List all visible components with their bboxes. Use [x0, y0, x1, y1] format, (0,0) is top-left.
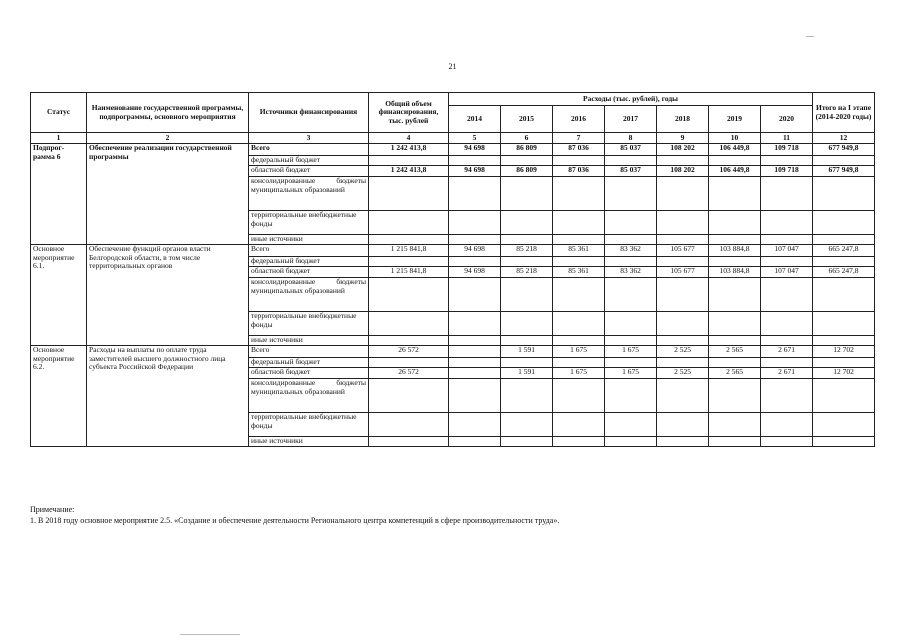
stage-total-cell: 12 702 — [813, 368, 875, 379]
year-value-cell: 94 698 — [449, 144, 501, 156]
year-value-cell — [449, 235, 501, 245]
year-value-cell — [657, 177, 709, 211]
source-cell: иные источники — [249, 235, 369, 245]
total-cell: 1 215 841,8 — [369, 245, 449, 257]
year-value-cell — [553, 336, 605, 346]
year-value-cell — [657, 156, 709, 166]
year-value-cell — [449, 437, 501, 447]
year-value-cell — [553, 437, 605, 447]
year-value-cell — [657, 336, 709, 346]
stage-total-cell: 677 949,8 — [813, 144, 875, 156]
year-value-cell: 87 036 — [553, 166, 605, 177]
year-value-cell — [761, 358, 813, 368]
financing-table — [30, 92, 875, 447]
year-value-cell: 94 698 — [449, 267, 501, 278]
year-value-cell — [449, 358, 501, 368]
year-value-cell: 85 037 — [605, 144, 657, 156]
year-value-cell: 83 362 — [605, 267, 657, 278]
year-value-cell — [553, 413, 605, 437]
year-value-cell: 86 809 — [501, 166, 553, 177]
year-value-cell: 2 525 — [657, 346, 709, 358]
year-value-cell — [709, 437, 761, 447]
column-number: 5 — [449, 133, 501, 144]
source-cell: федеральный бюджет — [249, 156, 369, 166]
year-value-cell — [761, 156, 813, 166]
header-name: Наименование государственной программы, подпрограммы, основного мероприятия — [87, 93, 249, 133]
source-cell: иные источники — [249, 336, 369, 346]
column-number: 8 — [605, 133, 657, 144]
year-value-cell: 2 671 — [761, 346, 813, 358]
status-cell: Основное мероприятие 6.2. — [31, 346, 87, 447]
column-number: 1 — [31, 133, 87, 144]
year-value-cell: 106 449,8 — [709, 144, 761, 156]
year-value-cell: 85 037 — [605, 166, 657, 177]
year-value-cell — [657, 278, 709, 312]
source-cell: территориальные внебюджетные фонды — [249, 312, 369, 336]
note-title: Примечание: — [30, 505, 75, 514]
stage-total-cell — [813, 156, 875, 166]
year-value-cell — [657, 413, 709, 437]
year-value-cell — [605, 312, 657, 336]
year-value-cell — [605, 358, 657, 368]
year-value-cell — [449, 346, 501, 358]
year-value-cell — [761, 312, 813, 336]
column-number: 4 — [369, 133, 449, 144]
year-value-cell: 105 677 — [657, 267, 709, 278]
year-value-cell — [449, 312, 501, 336]
stage-total-cell: 665 247,8 — [813, 267, 875, 278]
note — [30, 504, 559, 526]
year-value-cell: 107 047 — [761, 245, 813, 257]
year-value-cell — [657, 379, 709, 413]
year-value-cell — [761, 379, 813, 413]
year-value-cell: 2 565 — [709, 368, 761, 379]
year-value-cell: 85 361 — [553, 267, 605, 278]
source-cell: областной бюджет — [249, 368, 369, 379]
header-year: 2016 — [553, 106, 605, 133]
column-number: 9 — [657, 133, 709, 144]
total-cell: 1 242 413,8 — [369, 166, 449, 177]
stage-total-cell — [813, 358, 875, 368]
source-cell: иные источники — [249, 437, 369, 447]
source-cell: территориальные внебюджетные фонды — [249, 413, 369, 437]
source-cell: консолидированные бюджеты муниципальных образований — [249, 177, 369, 211]
year-value-cell — [657, 257, 709, 267]
year-value-cell: 108 202 — [657, 144, 709, 156]
year-value-cell: 103 884,8 — [709, 267, 761, 278]
total-cell — [369, 278, 449, 312]
year-value-cell — [501, 413, 553, 437]
program-name-cell: Обеспечение реализации государственной программы — [87, 144, 249, 245]
year-value-cell: 106 449,8 — [709, 166, 761, 177]
stage-total-cell: 665 247,8 — [813, 245, 875, 257]
year-value-cell — [501, 312, 553, 336]
year-value-cell: 1 675 — [553, 368, 605, 379]
year-value-cell — [605, 336, 657, 346]
year-value-cell: 86 809 — [501, 144, 553, 156]
year-value-cell — [761, 177, 813, 211]
year-value-cell — [449, 336, 501, 346]
source-cell: консолидированные бюджеты муниципальных образований — [249, 379, 369, 413]
header-expenses: Расходы (тыс. рублей), годы — [449, 93, 813, 106]
year-value-cell — [553, 358, 605, 368]
year-value-cell: 1 591 — [501, 346, 553, 358]
year-value-cell — [501, 156, 553, 166]
note-text: 1. В 2018 году основное мероприятие 2.5. «Создание и обеспечение деятельности Регионального центра компетенций в сфере производительности труда». — [30, 516, 560, 526]
page-number: 21 — [448, 62, 457, 71]
source-cell: территориальные внебюджетные фонды — [249, 211, 369, 235]
year-value-cell — [657, 358, 709, 368]
year-value-cell — [709, 257, 761, 267]
table-row — [31, 144, 875, 156]
header-source: Источники финансирования — [249, 93, 369, 133]
year-value-cell — [605, 211, 657, 235]
total-cell: 26 572 — [369, 346, 449, 358]
year-value-cell — [709, 379, 761, 413]
year-value-cell — [709, 177, 761, 211]
scan-mark — [180, 634, 240, 635]
year-value-cell: 108 202 — [657, 166, 709, 177]
header-year: 2017 — [605, 106, 657, 133]
status-cell: Подпрог-рамма 6 — [31, 144, 87, 245]
source-cell: федеральный бюджет — [249, 257, 369, 267]
program-name-cell: Расходы на выплаты по оплате труда заместителей высшего должностного лица субъекта Российской Федерации — [87, 346, 249, 447]
year-value-cell: 109 718 — [761, 166, 813, 177]
total-cell — [369, 358, 449, 368]
column-number: 6 — [501, 133, 553, 144]
stage-total-cell: 12 702 — [813, 346, 875, 358]
stage-total-cell — [813, 336, 875, 346]
source-cell: областной бюджет — [249, 267, 369, 278]
stage-total-cell — [813, 379, 875, 413]
year-value-cell — [553, 379, 605, 413]
year-value-cell — [501, 379, 553, 413]
year-value-cell — [501, 336, 553, 346]
year-value-cell — [501, 211, 553, 235]
year-value-cell — [709, 336, 761, 346]
status-cell: Основное мероприятие 6.1. — [31, 245, 87, 346]
header-status: Статус — [31, 93, 87, 133]
year-value-cell — [553, 235, 605, 245]
scan-mark — [806, 36, 814, 37]
source-cell: Всего — [249, 144, 369, 156]
year-value-cell — [657, 437, 709, 447]
year-value-cell — [761, 437, 813, 447]
total-cell — [369, 379, 449, 413]
year-value-cell — [501, 257, 553, 267]
header-year: 2015 — [501, 106, 553, 133]
year-value-cell — [501, 278, 553, 312]
year-value-cell: 83 362 — [605, 245, 657, 257]
total-cell — [369, 156, 449, 166]
column-number: 12 — [813, 133, 875, 144]
year-value-cell — [501, 358, 553, 368]
year-value-cell — [605, 257, 657, 267]
year-value-cell — [761, 211, 813, 235]
year-value-cell — [449, 156, 501, 166]
year-value-cell — [657, 211, 709, 235]
year-value-cell — [449, 278, 501, 312]
year-value-cell: 1 675 — [605, 368, 657, 379]
year-value-cell — [605, 235, 657, 245]
year-value-cell — [449, 177, 501, 211]
year-value-cell — [657, 312, 709, 336]
year-value-cell: 1 675 — [605, 346, 657, 358]
year-value-cell — [605, 413, 657, 437]
total-cell: 1 242 413,8 — [369, 144, 449, 156]
total-cell — [369, 235, 449, 245]
stage-total-cell — [813, 211, 875, 235]
header-year: 2014 — [449, 106, 501, 133]
year-value-cell — [501, 177, 553, 211]
year-value-cell — [449, 257, 501, 267]
total-cell — [369, 437, 449, 447]
total-cell — [369, 413, 449, 437]
stage-total-cell — [813, 278, 875, 312]
column-number: 3 — [249, 133, 369, 144]
year-value-cell — [709, 156, 761, 166]
year-value-cell — [761, 257, 813, 267]
column-number: 2 — [87, 133, 249, 144]
year-value-cell: 103 884,8 — [709, 245, 761, 257]
total-cell — [369, 312, 449, 336]
year-value-cell — [605, 177, 657, 211]
year-value-cell — [553, 177, 605, 211]
total-cell: 26 572 — [369, 368, 449, 379]
program-name-cell: Обеспечение функций органов власти Белгородской области, в том числе территориальных органов — [87, 245, 249, 346]
year-value-cell — [449, 211, 501, 235]
column-number: 7 — [553, 133, 605, 144]
year-value-cell — [761, 278, 813, 312]
year-value-cell — [709, 358, 761, 368]
year-value-cell: 105 677 — [657, 245, 709, 257]
year-value-cell: 94 698 — [449, 245, 501, 257]
stage-total-cell — [813, 437, 875, 447]
year-value-cell — [761, 336, 813, 346]
source-cell: консолидированные бюджеты муниципальных образований — [249, 278, 369, 312]
table-body — [31, 144, 875, 447]
source-cell: областной бюджет — [249, 166, 369, 177]
year-value-cell — [553, 156, 605, 166]
year-value-cell: 1 675 — [553, 346, 605, 358]
stage-total-cell — [813, 257, 875, 267]
year-value-cell — [605, 278, 657, 312]
total-cell — [369, 336, 449, 346]
source-cell: Всего — [249, 346, 369, 358]
header-year: 2018 — [657, 106, 709, 133]
year-value-cell: 109 718 — [761, 144, 813, 156]
year-value-cell: 87 036 — [553, 144, 605, 156]
table-row — [31, 346, 875, 358]
year-value-cell: 2 671 — [761, 368, 813, 379]
year-value-cell — [709, 278, 761, 312]
header-year: 2019 — [709, 106, 761, 133]
stage-total-cell — [813, 413, 875, 437]
header-total: Общий объем финансирования, тыс. рублей — [369, 93, 449, 133]
total-cell: 1 215 841,8 — [369, 267, 449, 278]
year-value-cell — [709, 312, 761, 336]
year-value-cell — [657, 235, 709, 245]
year-value-cell: 2 525 — [657, 368, 709, 379]
year-value-cell — [449, 368, 501, 379]
table-row — [31, 245, 875, 257]
year-value-cell — [605, 437, 657, 447]
year-value-cell — [553, 211, 605, 235]
total-cell — [369, 257, 449, 267]
year-value-cell: 85 218 — [501, 245, 553, 257]
year-value-cell: 85 218 — [501, 267, 553, 278]
year-value-cell — [709, 413, 761, 437]
year-value-cell: 85 361 — [553, 245, 605, 257]
year-value-cell — [501, 235, 553, 245]
year-value-cell: 2 565 — [709, 346, 761, 358]
year-value-cell — [605, 379, 657, 413]
year-value-cell: 1 591 — [501, 368, 553, 379]
year-value-cell — [761, 235, 813, 245]
stage-total-cell: 677 949,8 — [813, 166, 875, 177]
source-cell: федеральный бюджет — [249, 358, 369, 368]
year-value-cell — [449, 413, 501, 437]
stage-total-cell — [813, 177, 875, 211]
year-value-cell — [553, 257, 605, 267]
year-value-cell — [709, 235, 761, 245]
stage-total-cell — [813, 235, 875, 245]
year-value-cell — [709, 211, 761, 235]
year-value-cell — [553, 312, 605, 336]
column-number: 11 — [761, 133, 813, 144]
source-cell: Всего — [249, 245, 369, 257]
year-value-cell: 94 698 — [449, 166, 501, 177]
total-cell — [369, 177, 449, 211]
total-cell — [369, 211, 449, 235]
column-number: 10 — [709, 133, 761, 144]
year-value-cell — [449, 379, 501, 413]
year-value-cell — [605, 156, 657, 166]
stage-total-cell — [813, 312, 875, 336]
header-stage-total: Итого на I этапе (2014-2020 годы) — [813, 93, 875, 133]
header-year: 2020 — [761, 106, 813, 133]
year-value-cell — [761, 413, 813, 437]
year-value-cell — [553, 278, 605, 312]
year-value-cell — [501, 437, 553, 447]
year-value-cell: 107 047 — [761, 267, 813, 278]
